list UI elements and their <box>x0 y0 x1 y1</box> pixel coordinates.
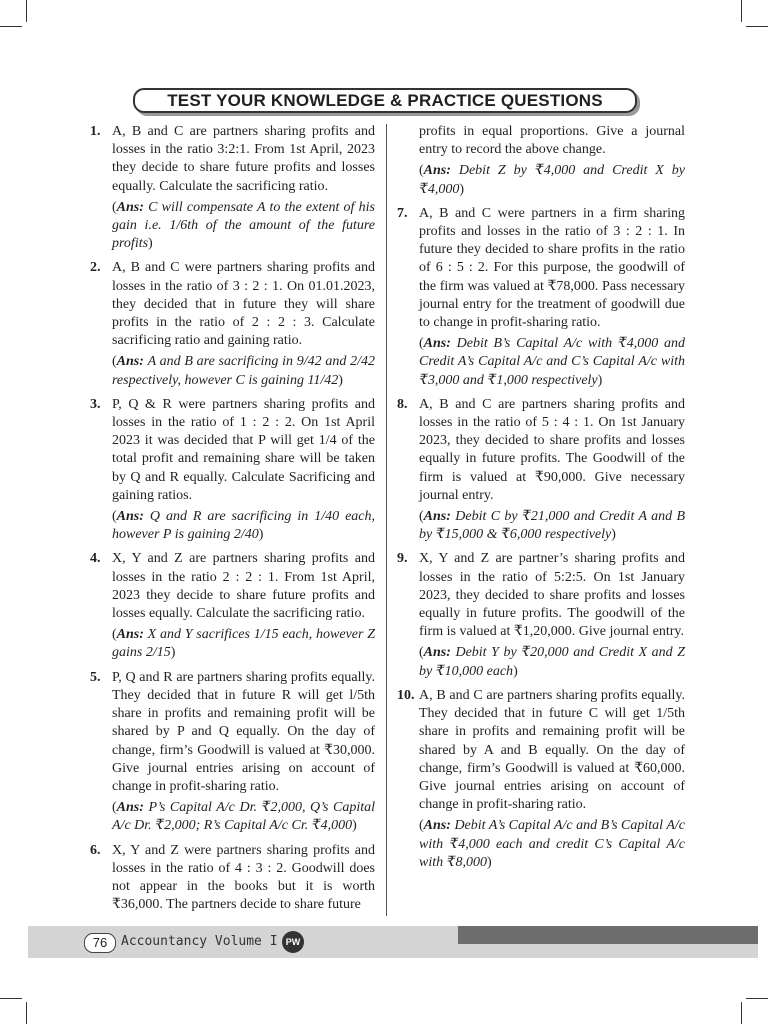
question-item <box>90 259 375 389</box>
answer-label: Ans: <box>116 199 144 215</box>
answer-text: X and Y sacrifices 1/15 each, however Z gains 2/15 <box>112 627 376 661</box>
question-text: A, B and C are partners sharing profits equally. They decided that in future C will get 1/5th share in profits and remaining profit will be shared by A and B equally. On the day of change, firm’s Goodwill is valued at ₹60,000. Give journal entries arising on account of change in profit-sharing ratio. <box>419 687 685 813</box>
crop-mark <box>26 1002 27 1024</box>
answer-label: Ans: <box>423 163 451 179</box>
question-number: 4. <box>90 551 101 567</box>
answer-label: Ans: <box>116 800 144 816</box>
question-number: 9. <box>397 551 408 567</box>
question-item <box>90 550 375 662</box>
question-number: 3. <box>90 396 101 412</box>
question-text: P, Q & R were partners sharing profits and losses in the ratio of 1 : 2 : 2. On 1st April 2023 it was decided that P will get 1/4 of the total profit and remaining share will be taken by Q and R equally. Calculate Sacrificing and gaining ratios. <box>112 396 375 503</box>
crop-mark <box>0 998 22 999</box>
answer-label: Ans: <box>423 336 451 352</box>
question-text: P, Q and R are partners sharing profits equally. They decided that in future R will get l/5th share in profits and remaining profit will be shared by P and Q equally. On the day of change, firm’s Goodwill is valued at ₹30,000. Give journal entries arising on account of change in profit-sharing ratio. <box>112 669 375 794</box>
question-text: X, Y and Z are partners sharing profits and losses in the ratio 2 : 2 : 1. From 1st April, 2023 they decide to share future profits and losses equally. Calculate the sacrificing ratio. <box>112 551 375 622</box>
answer: (Ans: P’s Capital A/c Dr. ₹2,000, Q’s Capital A/c Dr. ₹2,000; R’s Capital A/c Cr. ₹4,000) <box>112 800 376 834</box>
answer-text: Debit Z by ₹4,000 and Credit X by ₹4,000 <box>419 163 685 197</box>
answer: (Ans: Debit B’s Capital A/c with ₹4,000 and Credit A’s Capital A/c and C’s Capital A/c with ₹3,000 and ₹1,000 respectively) <box>419 336 685 388</box>
question-item <box>90 396 375 545</box>
answer: (Ans: A and B are sacrificing in 9/42 and 2/42 respectively, however C is gaining 11/42) <box>112 354 376 388</box>
question-item <box>90 842 375 915</box>
right-column <box>397 123 685 878</box>
answer: (Ans: X and Y sacrifices 1/15 each, however Z gains 2/15) <box>112 627 376 661</box>
footer-accent <box>458 926 758 944</box>
question-text: A, B and C are partners sharing profits and losses in the ratio of 5 : 4 : 1. On 1st January 2023, they decided to share profits and losses equally in future profits. The Goodwill of the firm is valued at ₹90,000. Give necessary journal entry. <box>419 396 685 503</box>
question-item <box>397 396 685 545</box>
question-item <box>90 123 375 253</box>
question-text: A, B and C are partners sharing profits and losses in the ratio 3:2:1. From 1st April, 2023 they decide to share future profits and losses equally. Calculate the sacrificing ratio. <box>112 124 375 194</box>
crop-mark <box>746 26 768 27</box>
question-text-continued: profits in equal proportions. Give a journal entry to record the above change. <box>419 124 685 158</box>
page-number: 76 <box>84 933 116 953</box>
crop-mark <box>26 0 27 22</box>
answer-text: C will compensate A to the extent of his gain i.e. 1/6th of the amount of the future profits <box>112 199 375 252</box>
question-item <box>90 669 375 836</box>
question-number: 8. <box>397 396 408 412</box>
answer-text: A and B are sacrificing in 9/42 and 2/42 respectively, however C is gaining 11/42 <box>112 354 376 388</box>
publisher-logo: PW <box>282 931 304 953</box>
left-column <box>90 123 375 920</box>
answer: (Ans: Debit C by ₹21,000 and Credit A and B by ₹15,000 & ₹6,000 respectively) <box>419 509 686 543</box>
answer-text: Debit B’s Capital A/c with ₹4,000 and Credit A’s Capital A/c and C’s Capital A/c with ₹3,000 and ₹1,000 respectively <box>419 336 685 388</box>
crop-mark <box>0 26 22 27</box>
question-text: X, Y and Z are partner’s sharing profits and losses in the ratio of 5:2:5. On 1st January 2023, they decided to share profits and losses equally in future profits. The goodwill of the firm is valued at ₹1,20,000. Give journal entry. <box>419 551 685 640</box>
answer-text: Debit A’s Capital A/c and B’s Capital A/c with ₹4,000 each and credit C’s Capital A/c with ₹8,000 <box>419 818 685 870</box>
answer-label: Ans: <box>116 509 144 525</box>
answer-label: Ans: <box>423 818 451 834</box>
question-text: X, Y and Z were partners sharing profits and losses in the ratio of 4 : 3 : 2. Goodwill does not appear in the books but it is worth ₹36,000. The partners decide to share future <box>112 842 375 913</box>
answer-label: Ans: <box>116 354 144 370</box>
question-number: 5. <box>90 669 101 685</box>
question-text: A, B and C were partners in a firm sharing profits and losses in the ratio of 3 : 2 : 1. In future they decided to share profits in the ratio of 6 : 5 : 2. For this purpose, the goodwill of the firm was valued at ₹78,000. Pass necessary journal entry for the treatment of goodwill due to change in profit-sharing ratio. <box>419 205 685 331</box>
question-number: 7. <box>397 205 408 221</box>
column-divider <box>386 124 387 916</box>
answer-label: Ans: <box>116 627 144 643</box>
answer-text: Q and R are sacrificing in 1/40 each, however P is gaining 2/40 <box>112 509 375 543</box>
question-continuation <box>397 123 685 199</box>
question-number: 10. <box>397 687 415 703</box>
answer-label: Ans: <box>423 509 451 525</box>
question-item <box>397 550 685 680</box>
book-title: Accountancy Volume I <box>121 934 278 949</box>
question-item <box>397 687 685 872</box>
answer: (Ans: Debit Z by ₹4,000 and Credit X by ₹4,000) <box>419 163 685 197</box>
question-number: 1. <box>90 124 101 139</box>
section-heading-box <box>133 88 637 113</box>
section-heading <box>133 88 637 113</box>
question-number: 2. <box>90 260 101 276</box>
crop-mark <box>741 1002 742 1024</box>
question-item <box>397 205 685 390</box>
answer-text: Debit Y by ₹20,000 and Credit X and Z by ₹10,000 each <box>419 645 686 679</box>
crop-mark <box>746 998 768 999</box>
answer: (Ans: Debit A’s Capital A/c and B’s Capital A/c with ₹4,000 each and credit C’s Capital A/c with ₹8,000) <box>419 818 685 870</box>
answer: (Ans: Debit Y by ₹20,000 and Credit X and Z by ₹10,000 each) <box>419 645 686 679</box>
question-number: 6. <box>90 842 101 858</box>
answer-text: Debit C by ₹21,000 and Credit A and B by ₹15,000 & ₹6,000 respectively <box>419 509 686 543</box>
answer: (Ans: Q and R are sacrificing in 1/40 each, however P is gaining 2/40) <box>112 509 375 543</box>
crop-mark <box>741 0 742 22</box>
section-title: TEST YOUR KNOWLEDGE & PRACTICE QUESTIONS <box>167 90 603 110</box>
answer-label: Ans: <box>423 645 451 661</box>
question-text: A, B and C were partners sharing profits and losses in the ratio of 3 : 2 : 1. On 01.01.2023, they decided that in future they will share profits in the ratio of 2 : 2 : 3. Calculate sacrificing ratio and gaining ratio. <box>112 260 375 349</box>
answer-text: P’s Capital A/c Dr. ₹2,000, Q’s Capital A/c Dr. ₹2,000; R’s Capital A/c Cr. ₹4,000 <box>112 800 376 834</box>
answer: (Ans: C will compensate A to the extent of his gain i.e. 1/6th of the amount of the future profits) <box>112 199 375 252</box>
